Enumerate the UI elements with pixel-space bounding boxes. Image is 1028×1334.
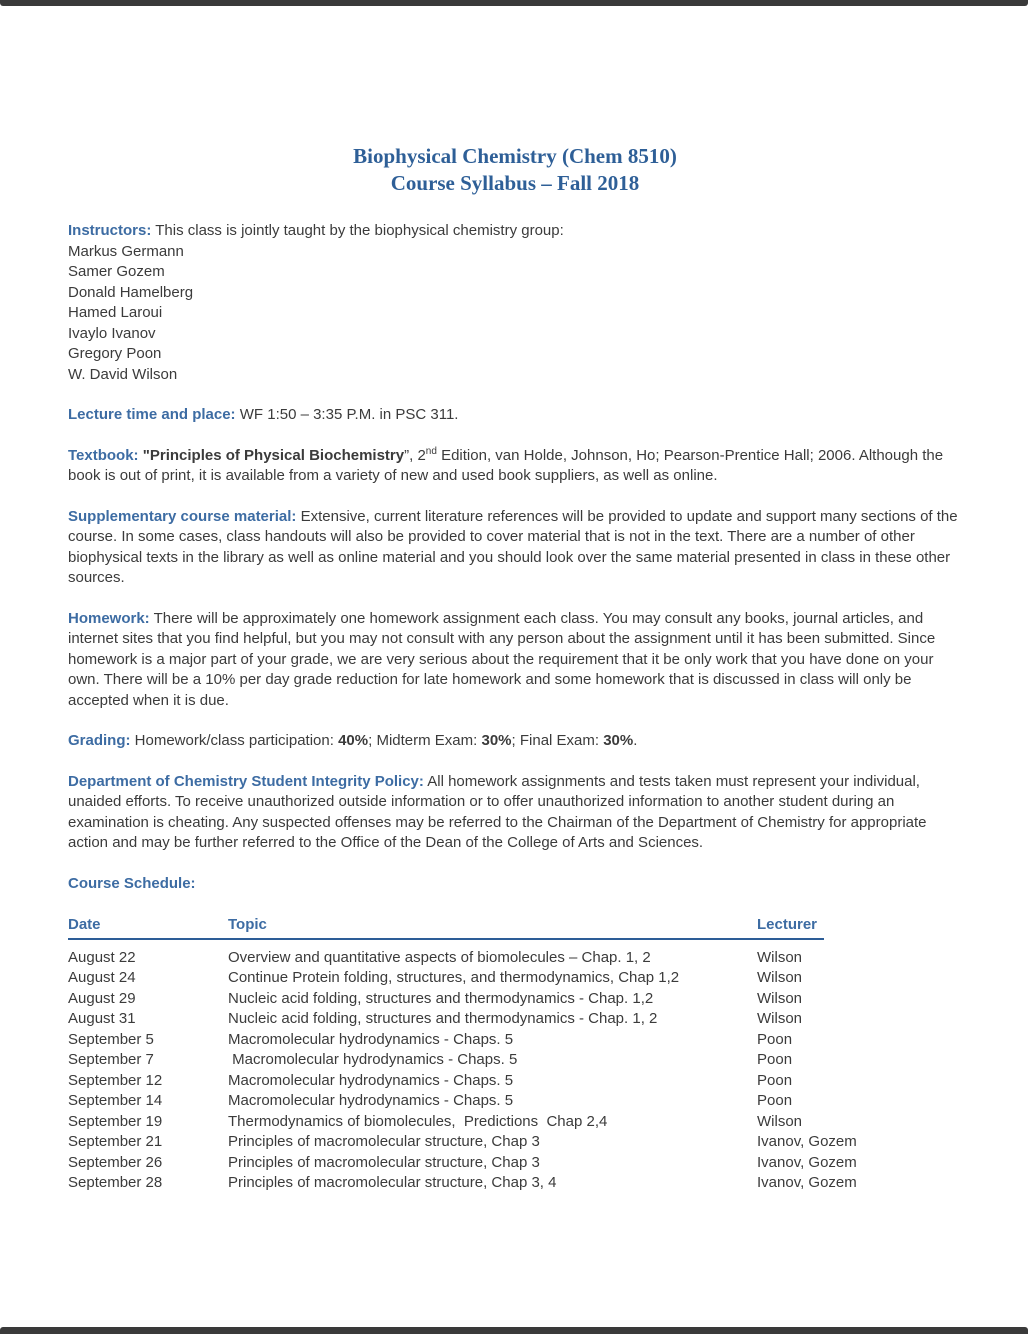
- title-line-1: Biophysical Chemistry (Chem 8510): [353, 144, 677, 168]
- grading-final-percent: 30%: [603, 732, 634, 749]
- schedule-row-topic: Principles of macromolecular structure, Chap 3: [228, 1133, 540, 1150]
- instructor-name: Hamed Laroui: [68, 304, 163, 321]
- integrity-text: All homework assignments and tests taken must represent your individual, unaided efforts. To receive unauthorized outside information or to offer unauthorized information to another student during an examination is cheating. Any suspected offenses may be referred to the Chairman of the Department of Chemistry for appropriate action and may be further referred to the Office of the Dean of the College of Arts and Sciences.: [68, 772, 927, 851]
- title-line-2: Course Syllabus – Fall 2018: [390, 171, 640, 195]
- lecture-paragraph: [68, 405, 962, 426]
- schedule-row-date: August 29: [68, 989, 136, 1007]
- schedule-row: [68, 1173, 962, 1194]
- schedule-row: [68, 1112, 962, 1133]
- schedule-row-topic: Macromolecular hydrodynamics - Chaps. 5: [228, 1092, 514, 1109]
- instructor-name: Donald Hamelberg: [68, 283, 194, 301]
- column-header-date: Date: [68, 916, 101, 933]
- column-header-topic: Topic: [228, 916, 267, 933]
- schedule-row: [68, 1050, 962, 1071]
- schedule-row-lecturer: Poon: [757, 1092, 793, 1109]
- schedule-row-date: September 19: [68, 1112, 163, 1130]
- instructor-name: W. David Wilson: [68, 365, 178, 383]
- instructor-name: Ivaylo Ivanov: [68, 324, 156, 342]
- instructors-label: Instructors:: [68, 222, 152, 239]
- schedule-row: [68, 1030, 962, 1051]
- supplementary-text: Extensive, current literature references will be provided to update and support many sections of the course. In some cases, class handouts will also be provided to cover material that is not in the text. There are a number of other biophysical texts in the library as well as online material and you should look over the same material presented in class in these other sources.: [68, 507, 958, 586]
- homework-paragraph: [68, 609, 962, 712]
- homework-text: There will be approximately one homework assignment each class. You may consult any books, journal articles, and internet sites that you find helpful, but you may not consult with any person about the assignment until it has been submitted. Since homework is a major part of your grade, we are very serious about the requirement that it be only work that you have done on your own. There will be a 10% per day grade reduction for late homework and some homework that is discussed in class will only be accepted when it is due.: [68, 609, 936, 709]
- schedule-row: [68, 989, 962, 1010]
- instructor-name: Gregory Poon: [68, 345, 162, 362]
- schedule-row-date: September 7: [68, 1051, 154, 1068]
- schedule-row-date: September 14: [68, 1092, 163, 1109]
- schedule-row-date: August 31: [68, 1010, 136, 1027]
- textbook-paragraph: [68, 446, 962, 487]
- document-title: [68, 143, 962, 197]
- schedule-rows: [68, 948, 962, 1194]
- schedule-row-lecturer: Wilson: [757, 989, 803, 1007]
- scan-edge-top: [0, 0, 1028, 6]
- schedule-row-lecturer: Wilson: [757, 1112, 803, 1130]
- instructor-name: Samer Gozem: [68, 263, 165, 280]
- schedule-row-topic: Principles of macromolecular structure, Chap 3: [228, 1153, 540, 1171]
- instructors-paragraph: [68, 221, 962, 242]
- instructor-names-list: [68, 242, 962, 386]
- schedule-row-topic: Macromolecular hydrodynamics - Chaps. 5: [228, 1030, 514, 1048]
- schedule-header-row: [68, 915, 824, 940]
- schedule-row-lecturer: Ivanov, Gozem: [757, 1174, 857, 1191]
- grading-paragraph: [68, 731, 962, 752]
- textbook-edition-superscript: nd: [425, 445, 437, 457]
- schedule-row-topic: Nucleic acid folding, structures and thermodynamics - Chap. 1, 2: [228, 1010, 658, 1027]
- schedule-row-date: September 5: [68, 1030, 154, 1048]
- schedule-row-date: September 12: [68, 1071, 163, 1089]
- textbook-mid: ”, 2: [404, 446, 426, 464]
- schedule-row-date: August 24: [68, 969, 136, 986]
- supplementary-paragraph: [68, 507, 962, 589]
- schedule-row: [68, 968, 962, 989]
- schedule-row: [68, 1071, 962, 1092]
- integrity-paragraph: [68, 772, 962, 854]
- schedule-row-lecturer: Wilson: [757, 948, 803, 966]
- schedule-row-date: September 26: [68, 1153, 163, 1171]
- schedule-row: [68, 1132, 962, 1153]
- schedule-row: [68, 948, 962, 969]
- grading-homework-percent: 40%: [338, 732, 369, 749]
- column-header-lecturer: Lecturer: [757, 916, 818, 933]
- schedule-row-date: September 28: [68, 1174, 163, 1191]
- schedule-row-topic: Macromolecular hydrodynamics - Chaps. 5: [228, 1071, 514, 1089]
- schedule-row-topic: Principles of macromolecular structure, Chap 3, 4: [228, 1174, 557, 1191]
- schedule-row-date: September 21: [68, 1133, 163, 1150]
- schedule-heading-label: Course Schedule:: [68, 874, 196, 892]
- schedule-row-topic: Overview and quantitative aspects of biomolecules – Chap. 1, 2: [228, 948, 651, 966]
- lecture-text: WF 1:50 – 3:35 P.M. in PSC 311.: [239, 406, 459, 423]
- schedule-row-lecturer: Wilson: [757, 1010, 803, 1027]
- schedule-row-topic: Macromolecular hydrodynamics - Chaps. 5: [228, 1051, 518, 1068]
- schedule-row-lecturer: Ivanov, Gozem: [757, 1133, 857, 1150]
- grading-label: Grading:: [68, 732, 131, 749]
- schedule-row-topic: Continue Protein folding, structures, and thermodynamics, Chap 1,2: [228, 969, 680, 986]
- scan-edge-bottom: [0, 1327, 1028, 1334]
- schedule-row-topic: Thermodynamics of biomolecules, Predictions Chap 2,4: [228, 1112, 608, 1130]
- schedule-heading: [68, 874, 962, 895]
- grading-seg2: ; Midterm Exam:: [368, 732, 482, 749]
- lecture-label: Lecture time and place:: [68, 406, 236, 423]
- grading-seg3: ; Final Exam:: [511, 732, 604, 749]
- homework-label: Homework:: [68, 609, 150, 627]
- grading-seg1: Homework/class participation:: [134, 732, 339, 749]
- schedule-row-lecturer: Poon: [757, 1051, 793, 1068]
- schedule-row-lecturer: Poon: [757, 1071, 793, 1089]
- textbook-label: Textbook:: [68, 446, 139, 464]
- grading-midterm-percent: 30%: [481, 732, 512, 749]
- textbook-rest: Edition, van Holde, Johnson, Ho; Pearson-Prentice Hall; 2006. Although the book is out of print, it is available from a variety of new and used book suppliers, as well as online.: [68, 446, 944, 484]
- supplementary-label: Supplementary course material:: [68, 507, 297, 525]
- schedule-row: [68, 1091, 962, 1112]
- schedule-row-date: August 22: [68, 948, 136, 966]
- schedule-row: [68, 1153, 962, 1174]
- schedule-row-topic: Nucleic acid folding, structures and thermodynamics - Chap. 1,2: [228, 989, 654, 1007]
- schedule-row-lecturer: Wilson: [757, 969, 803, 986]
- course-schedule-table: [68, 915, 962, 1194]
- schedule-row-lecturer: Ivanov, Gozem: [757, 1153, 857, 1171]
- grading-seg4: .: [633, 732, 638, 749]
- textbook-title-bold: "Principles of Physical Biochemistry: [142, 446, 405, 464]
- schedule-row: [68, 1009, 962, 1030]
- instructors-intro: This class is jointly taught by the biophysical chemistry group:: [155, 222, 564, 239]
- schedule-row-lecturer: Poon: [757, 1030, 793, 1048]
- integrity-label: Department of Chemistry Student Integrity Policy:: [68, 772, 424, 790]
- instructor-name: Markus Germann: [68, 242, 184, 260]
